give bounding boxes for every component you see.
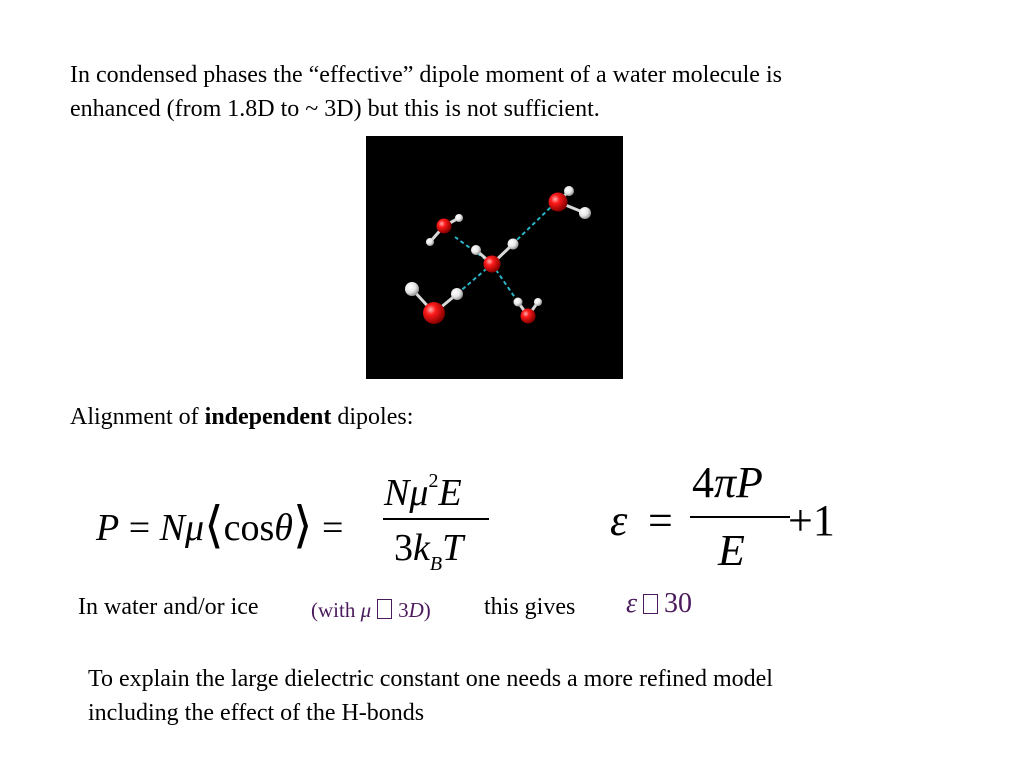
eq1-equals-2: = [312, 507, 344, 549]
eq2-numerator [692, 457, 763, 508]
with-value: 3 [398, 598, 409, 622]
eq1-den-3: 3 [394, 527, 413, 569]
dipole-value-note [311, 598, 431, 623]
conclusion-line-2: including the effect of the H-bonds [88, 700, 425, 726]
eq1-theta: θ [274, 507, 293, 549]
equation-lhs [96, 494, 343, 552]
alignment-prefix: Alignment of [70, 404, 205, 430]
water-molecules-hbond-image [366, 136, 623, 379]
eq1-num-E: E [438, 472, 462, 514]
water-ice-label: In water and/or ice [78, 594, 259, 620]
eq1-num-exponent: 2 [428, 470, 439, 492]
alignment-heading [70, 400, 413, 434]
eq2-one: 1 [812, 496, 835, 545]
eq1-num-N: N [384, 472, 410, 514]
eq1-langle: ⟨ [204, 497, 224, 553]
eq1-N: N [159, 507, 186, 549]
result-value: 30 [664, 588, 693, 619]
result-epsilon: ε [626, 588, 638, 619]
eq1-den-subscript: B [429, 553, 443, 575]
eq1-cos: cos [223, 507, 275, 549]
conclusion-line-1: To explain the large dielectric constant one needs a more refined model [88, 666, 773, 692]
approx-symbol-icon [377, 599, 392, 619]
with-unit: D [408, 598, 424, 622]
eq1-numerator [384, 470, 462, 515]
eq2-num-P: P [736, 458, 763, 507]
eq1-P: P [96, 507, 120, 549]
eq1-mu: μ [185, 507, 205, 549]
conclusion-paragraph [88, 662, 968, 730]
eq2-epsilon: ε [610, 496, 628, 545]
approx-symbol-icon [643, 594, 658, 614]
epsilon-result [626, 588, 692, 620]
eq2-fraction-bar [690, 516, 790, 518]
eq1-den-k: k [413, 527, 430, 569]
eq2-num-pi: π [714, 458, 737, 507]
eq1-den-T: T [442, 527, 464, 569]
intro-line-1: In condensed phases the “effective” dipole moment of a water molecule is [70, 62, 782, 88]
eq1-num-mu: μ [409, 472, 429, 514]
polarization-equation [96, 470, 516, 580]
molecule-diagram [366, 136, 623, 379]
eq1-fraction-bar [383, 518, 489, 520]
eq2-num-4: 4 [692, 458, 714, 507]
with-close: ) [423, 598, 431, 622]
alignment-bold: independent [204, 404, 332, 430]
eq2-plus-one [788, 495, 835, 546]
eq2-plus: + [788, 496, 813, 545]
with-mu: μ [360, 598, 372, 622]
eq2-den-E: E [718, 526, 745, 575]
dielectric-equation [610, 455, 860, 585]
eq1-denominator [394, 526, 463, 576]
intro-line-2: enhanced (from 1.8D to ~ 3D) but this is not sufficient. [70, 96, 600, 122]
eq1-equals: = [119, 507, 160, 549]
alignment-suffix: dipoles: [331, 404, 414, 430]
with-open: (with [311, 598, 361, 622]
eq2-equals: = [648, 496, 673, 545]
intro-paragraph [70, 58, 970, 126]
eq1-rangle: ⟩ [292, 497, 313, 553]
gives-label: this gives [484, 594, 576, 620]
